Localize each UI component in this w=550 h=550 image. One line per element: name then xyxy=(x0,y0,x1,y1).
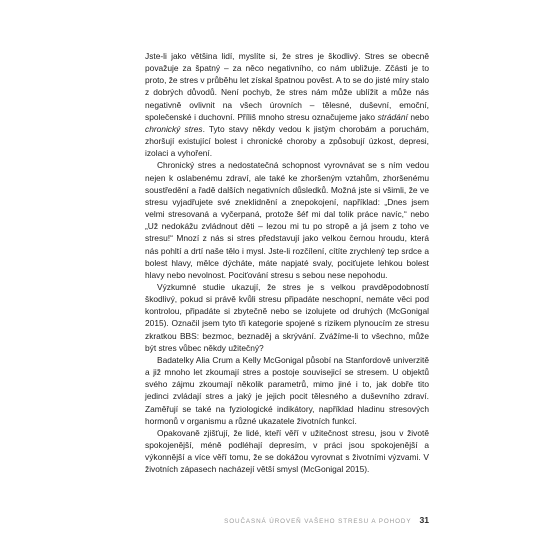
page-number: 31 xyxy=(419,515,429,525)
text-run: Chronický stres a nedostatečná schopnost vyrovnávat se s ním vedou nejen k oslabenému zdraví, ale také ke zhoršeným vztahům, zhoršenému soustředění a řadě dalších negativních důsledků. Možná jste si všimli, že ve stresu vyjadřujete své zneklidnění a znepokojení, například: „Dnes jsem velmi stresovaná a vyčerpaná, protože šéf mi dal tolik práce navíc,“ nebo „Už nedokážu zvládnout děti – lezou mi tu po stropě a já jsem z toho ve stresu!“ Mnozí z nás si stres představují jako velkou černou hroudu, která nás pohltí a drtí naše tělo i mysl. Jste-li rozčílení, cítíte zrychlený tep srdce a bolest hlavy, mělce dýcháte, máte napjaté svaly, pociťujete lehkou bolest hlavy nebo nevolnost. Pociťování stresu s sebou nese nepohodu. xyxy=(145,160,429,280)
paragraph-5 xyxy=(145,427,429,476)
text-run: Jste-li jako většina lidí, myslíte si, že stres je škodlivý. Stres se obecně považuje za špatný – za něco negativního, co nám ubližuje. Zčásti je to proto, že stres v průběhu let získal špatnou pověst. A to se do jisté míry stalo z dobrých důvodů. Není pochyb, že stres nám může ublížit a může nás negativně ovlivnit na všech úrovních – tělesné, duševní, emoční, společenské i duchovní. Příliš mnoho stresu označujeme jako xyxy=(145,51,429,122)
emphasized-term: chronický stres xyxy=(145,123,203,134)
page-footer xyxy=(145,515,429,529)
text-run: Badatelky Alia Crum a Kelly McGonigal působí na Stanfordově univerzitě a již mnoho let zkoumají stres a postoje souvisejicí se stresem. U objektů svého zájmu zkoumají několik parametrů, mimo jiné i to, jak dobře tito jedinci zvládají stres a jaký je jejich pocit tělesného a duševního zdraví. Zaměřují se také na fyziologické indikátory, například hladinu stresových hormonů v organismu a různé ukazatele životních funkcí. xyxy=(145,354,429,426)
paragraph-2 xyxy=(145,159,429,281)
paragraph-4 xyxy=(145,354,429,427)
emphasized-term: strádání xyxy=(377,111,408,122)
running-head: SOUČASNÁ ÚROVEŇ VAŠEHO STRESU A POHODY xyxy=(224,518,412,525)
text-run: . Tyto stavy někdy vedou k jistým chorobám a poruchám, zhoršují existující bolest i chronické choroby a způsobují úzkost, depresi, izolaci a vyhoření. xyxy=(145,123,429,159)
text-run: nebo xyxy=(407,111,429,122)
text-run: Výzkumné studie ukazují, že stres je s velkou pravděpodobností škodlivý, pokud si právě kvůli stresu připadáte neschopní, nemáte věci pod kontrolou, připadáte si zbytečně nebo se izolujete od druhých (McGonigal 2015). Označil jsem tyto tři kategorie spojené s rizikem plynoucím ze stresu zkratkou BBS: bezmoc, beznaděj a skrývání. Zvážíme-li to všechno, může být stres vůbec někdy užitečný? xyxy=(145,281,429,353)
paragraph-1 xyxy=(145,50,429,159)
text-run: Opakovaně zjišťují, že lidé, kteří věří v užitečnost stresu, jsou v životě spokojenější, méně podléhají depresím, v práci jsou spokojenější a výkonnější a více věří tomu, že se dokážou vyrovnat s životními výzvami. V životních zápasech nacházejí větší smysl (McGonigal 2015). xyxy=(145,427,429,475)
body-text xyxy=(145,50,429,475)
paragraph-3 xyxy=(145,281,429,354)
